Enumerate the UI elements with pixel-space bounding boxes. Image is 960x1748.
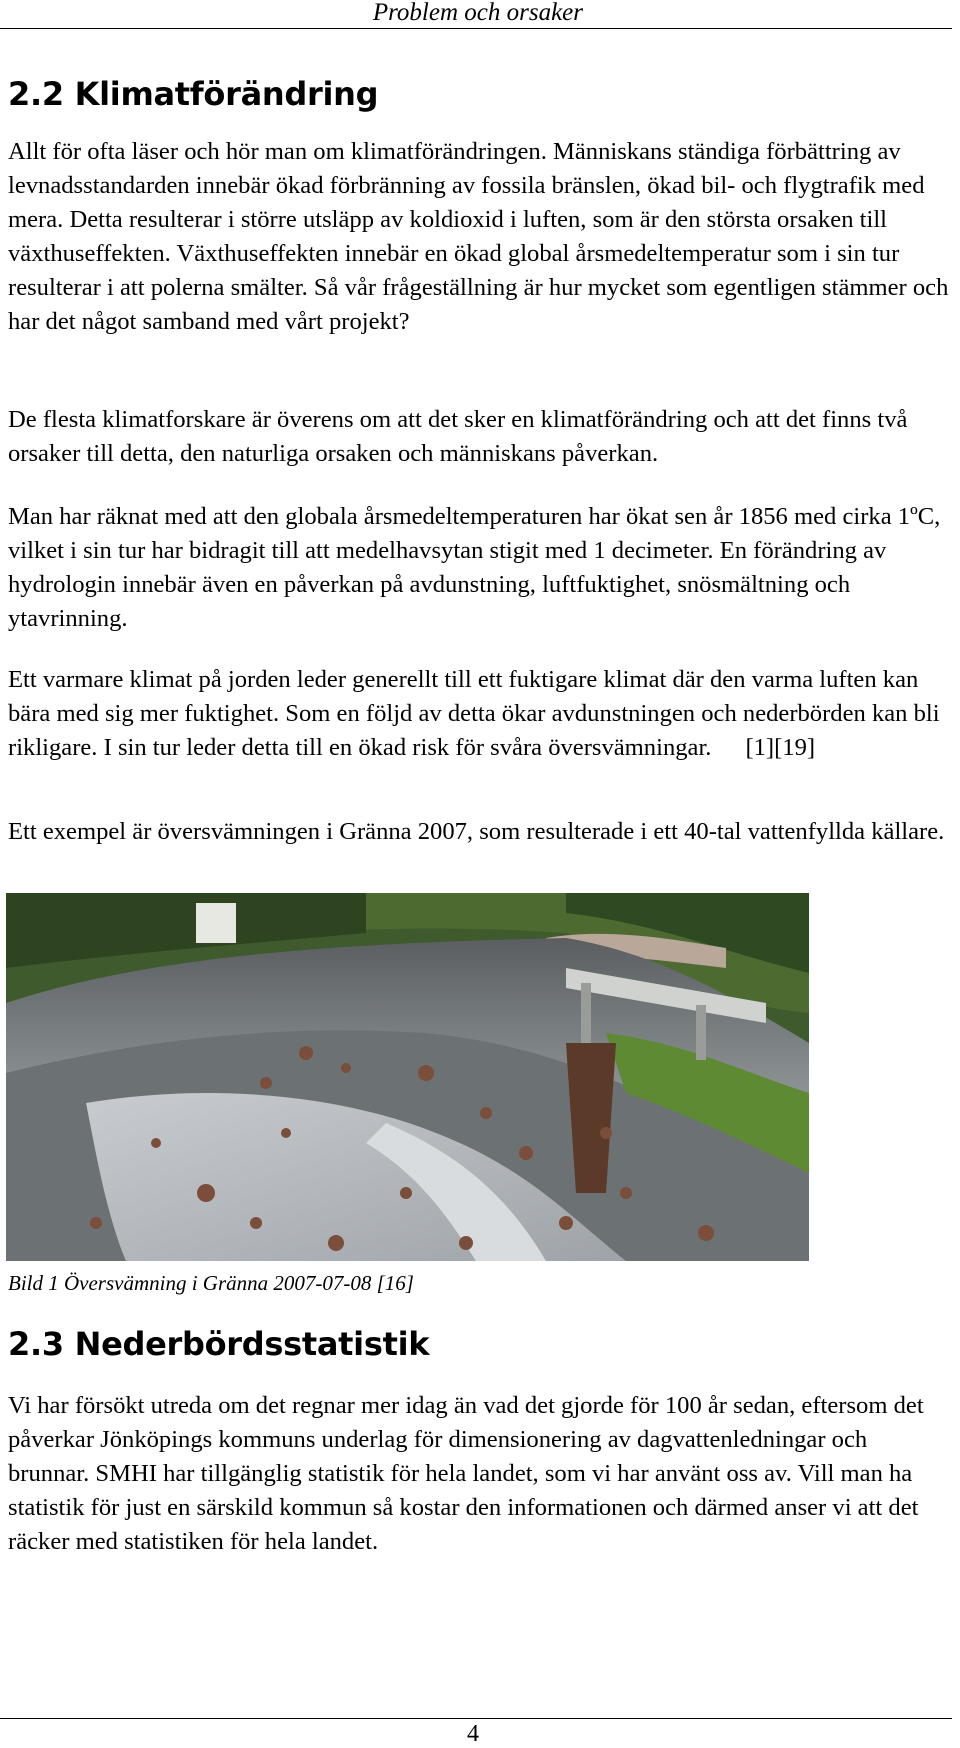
paragraph-granna-exempel: Ett exempel är översvämningen i Gränna 2007, som resulterade i ett 40-tal vattenfyllda källare. [8,818,945,845]
running-header [0,0,952,29]
running-header-title: Problem och orsaker [372,0,583,26]
paragraph-varmare-klimat-text: Ett varmare klimat på jorden leder generellt till ett fuktigare klimat där den varma luften kan bära med sig mer fuktighet. Som en följd av detta ökar avdunstningen och nederbörden kan bli rikligare. I sin tur leder detta till en ökad risk för svåra översvämningar. [8,666,940,761]
section-heading-klimatforandring: 2.2 Klimatförändring [8,75,379,113]
paragraph-nederbord: Vi har försökt utreda om det regnar mer idag än vad det gjorde för 100 år sedan, eftersom det påverkar Jönköpings kommuns underlag för dimensionering av dagvattenledningar och brunnar. SMHI har tillgänglig statistik för hela landet, som vi har använt oss av. Vill man ha statistik för just en särskild kommun så kostar den informationen och därmed anser vi att det räcker med statistiken för hela landet. [8,1392,924,1555]
paragraph-varmare-klimat [8,663,953,765]
section-heading-nederbordsstatistik: 2.3 Nederbördsstatistik [8,1325,430,1363]
footer-rule [0,1718,952,1719]
paragraph-intro: Allt för ofta läser och hör man om klimatförändringen. Människans ständiga förbättring av levnadsstandarden innebär ökad förbränning av fossila bränslen, ökad bil- och flygtrafik med mera. Detta resulterar i större utsläpp av koldioxid i luften, som är den största orsaken till växthuseffekten. Växthuseffekten innebär en ökad global årsmedeltemperatur som i sin tur resulterar i att polerna smälter. Så vår frågeställning är hur mycket som egentligen stämmer och har det något samband med vårt projekt? [8,138,949,335]
flood-photo [6,893,809,1261]
figure-caption: Bild 1 Översvämning i Gränna 2007-07-08 [16] [8,1271,414,1295]
citation-reference: [1][19] [745,734,816,761]
paragraph-temperatur: Man har räknat med att den globala årsmedeltemperaturen har ökat sen år 1856 med cirka 1ºC, vilket i sin tur har bidragit till att medelhavsytan stigit med 1 decimeter. En förändring av hydrologin innebär även en påverkan på avdunstning, luftfuktighet, snösmältning och ytavrinning. [8,503,941,632]
page-number: 4 [467,1721,479,1747]
paragraph-forskare: De flesta klimatforskare är överens om att det sker en klimatförändring och att det finns två orsaker till detta, den naturliga orsaken och människans påverkan. [8,406,908,467]
